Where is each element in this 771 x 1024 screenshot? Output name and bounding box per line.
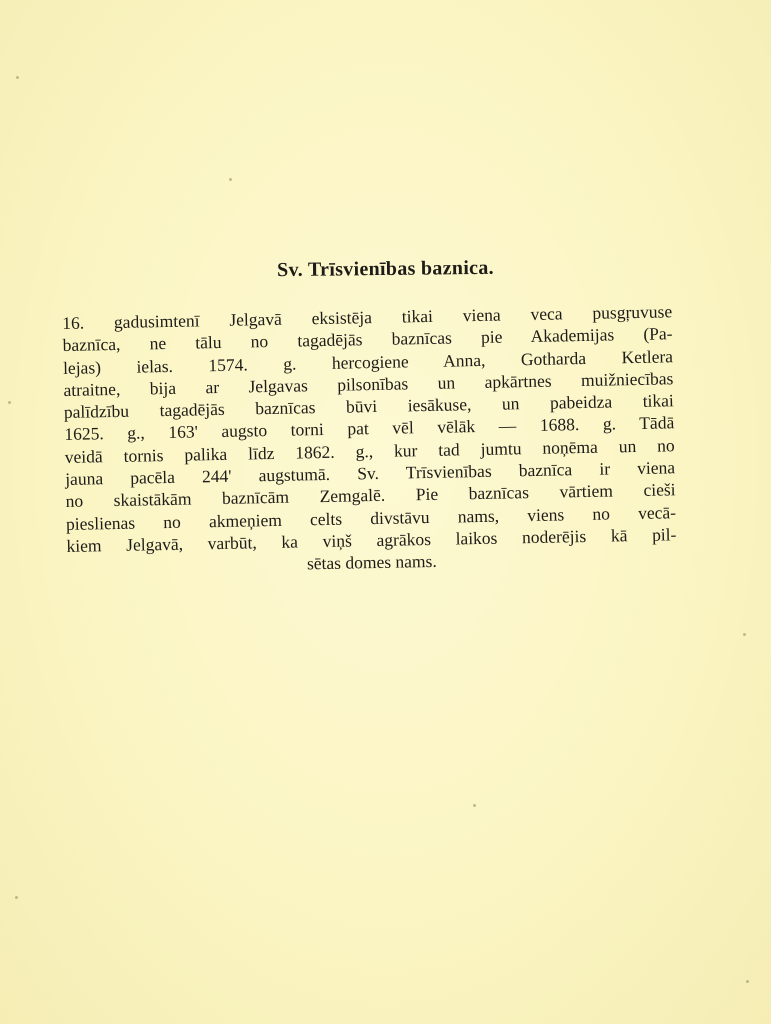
- text-line: kiem Jelgavā, varbūt, ka viņš agrākos laikos noderējis kā pil-: [66, 524, 677, 556]
- text-line: sētas domes nams.: [306, 551, 437, 574]
- text-line: 16. gadusimtenī Jelgavā eksistēja tikai viena veca pusgŗuvuse: [62, 301, 673, 333]
- paper-speck: [15, 896, 18, 899]
- paper-speck: [473, 804, 476, 807]
- paper-speck: [746, 980, 749, 983]
- text-line: baznīca, ne tālu no tagadējās baznīcas pie Akademijas (Pa-: [62, 323, 673, 356]
- text-line: atraitne, bija ar Jelgavas pilsonības un apkārtnes muižniecības: [63, 368, 674, 400]
- text-line: lejas) ielas. 1574. g. hercogiene Anna, Gotharda Ketlera: [62, 345, 674, 378]
- text-line: veidā tornis palika līdz 1862. g., kur tad jumtu noņēma un no: [64, 435, 675, 467]
- body-paragraph: [62, 300, 677, 579]
- paper-speck: [229, 178, 232, 181]
- paper-speck: [8, 401, 11, 404]
- paper-speck: [16, 76, 19, 79]
- text-line: pieslienas no akmeņiem celts divstāvu nams, viens no vecā-: [65, 501, 677, 534]
- text-line: 1625. g., 163' augsto torni pat vēl vēlāk — 1688. g. Tādā: [64, 412, 675, 445]
- paper-speck: [743, 633, 746, 636]
- text-line: jauna pacēla 244' augstumā. Sv. Trīsvienības baznīca ir viena: [65, 457, 676, 490]
- text-line: no skaistākām baznīcām Zemgalē. Pie baznīcas vārtiem cieši: [65, 479, 676, 512]
- text-line: palīdzību tagadējās baznīcas būvi iesākuse, un pabeidza tikai: [63, 390, 675, 423]
- page-title: Sv. Trīsvienības baznica.: [276, 256, 495, 282]
